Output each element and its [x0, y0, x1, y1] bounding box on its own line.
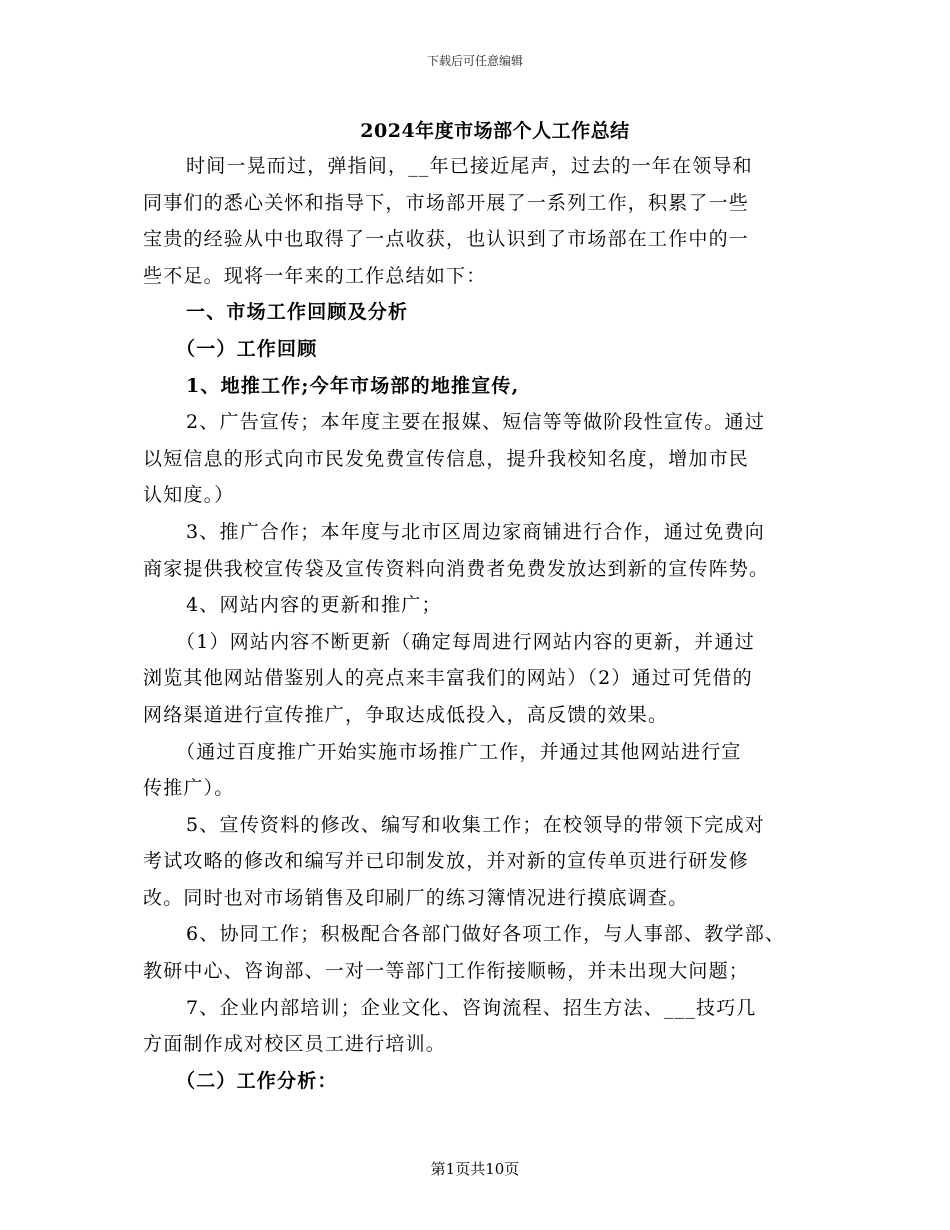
paragraph-line: （1）网站内容不断更新（确定每周进行网站内容的更新，并通过 — [176, 630, 755, 653]
paragraph-line: 传推广）。 — [143, 777, 235, 800]
paragraph-line: 网络渠道进行宣传推广，争取达成低投入，高反馈的效果。 — [143, 703, 669, 726]
paragraph-line: 改。同时也对市场销售及印刷厂的练习簿情况进行摸底调查。 — [143, 886, 689, 909]
paragraph-line: 教研中心、咨询部、一对一等部门工作衔接顺畅，并未出现大问题； — [143, 960, 750, 983]
paragraph-line: 同事们的悉心关怀和指导下，市场部开展了一系列工作，积累了一些 — [143, 191, 750, 214]
paragraph-line: 2、广告宣传；本年度主要在报媒、短信等等做阶段性宣传。通过 — [186, 411, 765, 434]
paragraph-line: 浏览其他网站借鉴别人的亮点来丰富我们的网站）（2）通过可凭借的 — [143, 667, 753, 690]
paragraph-line: 些不足。现将一年来的工作总结如下： — [143, 264, 487, 287]
document-body — [143, 148, 815, 1099]
paragraph-line: 以短信息的形式向市民发免费宣传信息，提升我校知名度，增加市民 — [143, 447, 750, 470]
paragraph-line: 考试攻略的修改和编写并已印制发放，并对新的宣传单页进行研发修 — [143, 850, 750, 873]
item-heading: 1、地推工作;今年市场部的地推宣传, — [186, 374, 520, 397]
subsection-heading: （二）工作分析： — [176, 1069, 338, 1092]
section-heading: 一、市场工作回顾及分析 — [186, 301, 409, 324]
paragraph-line: 商家提供我校宣传袋及宣传资料向消费者免费发放达到新的宣传阵势。 — [143, 557, 770, 580]
paragraph-line: （通过百度推广开始实施市场推广工作，并通过其他网站进行宣 — [176, 740, 742, 763]
page-footer: 第1页共10页 — [430, 1160, 520, 1178]
paragraph-line: 6、协同工作；积极配合各部门做好各项工作，与人事部、教学部、 — [186, 923, 786, 946]
paragraph-line: 方面制作成对校区员工进行培训。 — [143, 1033, 447, 1056]
paragraph-line: 认知度。） — [143, 484, 235, 507]
paragraph-line: 4、网站内容的更新和推广； — [186, 594, 442, 617]
paragraph-line: 5、宣传资料的修改、编写和收集工作；在校领导的带领下完成对 — [186, 813, 765, 836]
paragraph-line: 宝贵的经验从中也取得了一点收获，也认识到了市场部在工作中的一 — [143, 228, 750, 251]
document-title: 2024年度市场部个人工作总结 — [360, 120, 630, 142]
subsection-heading: （一）工作回顾 — [176, 337, 318, 360]
paragraph-line: 3、推广合作；本年度与北市区周边家商铺进行合作，通过免费向 — [186, 520, 765, 543]
paragraph-line: 时间一晃而过，弹指间，__年已接近尾声，过去的一年在领导和 — [186, 155, 753, 177]
header-note: 下载后可任意编辑 — [426, 54, 523, 68]
paragraph-line: 7、企业内部培训；企业文化、咨询流程、招生方法、___技巧几 — [186, 996, 757, 1019]
